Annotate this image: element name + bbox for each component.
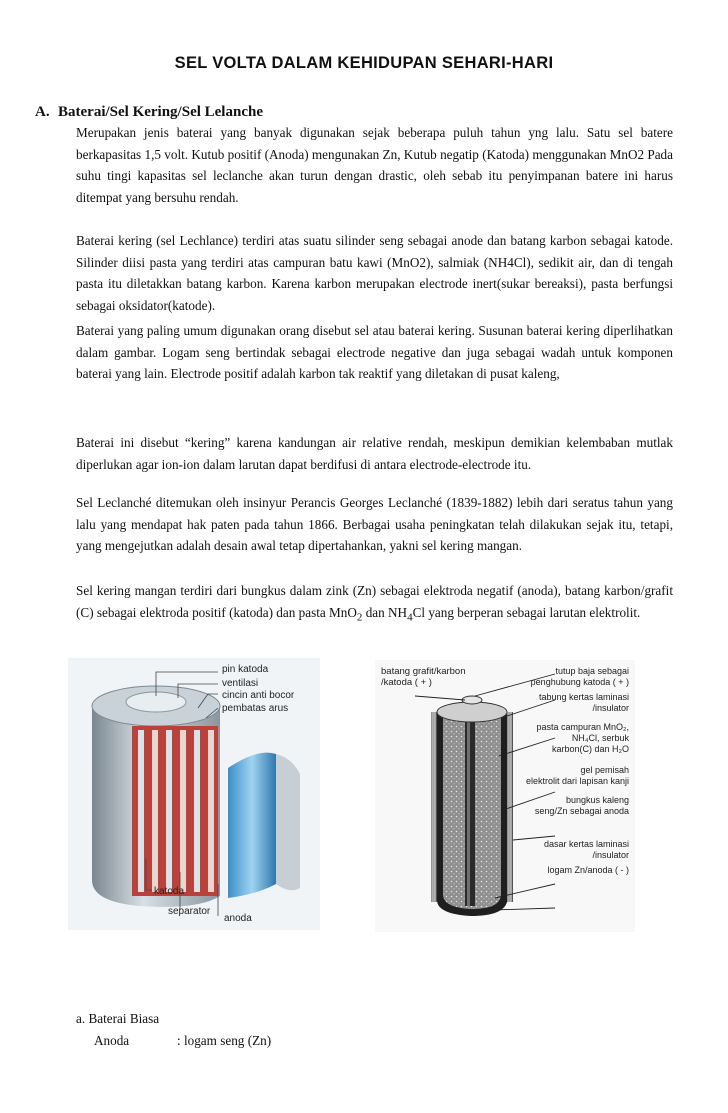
label-cincin-anti-bocor: cincin anti bocor	[222, 690, 295, 701]
paragraph-1: Merupakan jenis baterai yang banyak digunakan sejak beberapa puluh tahun yng lalu. Satu sel batere berkapasitas 1,5 volt. Kutub positif (Anoda) mengunakan Zn, Kutub negatip (Katoda) menggunakan MnO2 Pada suhu tingi kapasitas sel leclanche akan turun dengan drastic, oleh sebab itu penyimpanan batere ini harus ditempat yang bersuhu rendah.	[76, 125, 673, 205]
label-batang-grafit: batang grafit/karbon /katoda ( + )	[381, 666, 466, 688]
list-item-a	[76, 1011, 159, 1027]
label-anoda: anoda	[224, 913, 252, 924]
battery-cutaway-figure	[68, 658, 320, 930]
paragraph-2: Baterai kering (sel Lechlance) terdiri atas suatu silinder seng sebagai anode dan batang karbon sebagai katode. Silinder diisi pasta yang terdiri atas campuran batu kawi (MnO2), salmiak (NH4Cl), sedikit air, dan di tengah pasta itu diletakkan batang karbon. Karena karbon merupakan electrode inert(sukar bereaksi), pasta berfungsi sebagai oksidator(katode).	[76, 233, 673, 313]
label-katoda: katoda	[154, 886, 185, 897]
battery-crosssection-figure	[375, 660, 635, 932]
section-heading	[35, 104, 263, 121]
label-ventilasi: ventilasi	[222, 678, 259, 689]
anoda-value: : logam seng (Zn)	[177, 1033, 272, 1048]
label-pin-katoda: pin katoda	[222, 664, 269, 675]
paragraph-6: Sel kering mangan terdiri dari bungkus dalam zink (Zn) sebagai elektroda negatif (anoda), batang karbon/grafit (C) sebagai elektroda positif (katoda) dan pasta MnO$_2$ dan $NH_4Cl$ yang berperan sebagai larutan elektrolit.	[76, 583, 673, 624]
paragraph-4: Baterai ini disebut “kering” karena kandungan air relative rendah, meskipun demikian kelembaban mutlak diperlukan agar ion-ion dalam larutan dapat berdifusi di antara electrode-electrode itu.	[76, 435, 673, 472]
label-pembatas-arus: pembatas arus	[222, 703, 289, 714]
section-label: A.	[35, 104, 50, 120]
list-item-text: Baterai Biasa	[88, 1011, 160, 1026]
list-item-label: a.	[76, 1011, 86, 1026]
paragraph-3: Baterai yang paling umum digunakan orang disebut sel atau baterai kering. Susunan baterai kering diperlihatkan dalam gambar. Logam seng bertindak sebagai electrode negative dan juga sebagai wadah untuk komponen baterai yang lain. Electrode positif adalah karbon tak reaktif yang diletakan di pusat kaleng,	[76, 323, 673, 381]
labels-right-column: tutup baja sebagai penghubung katoda ( + ) tabung kertas laminasi /insulator pasta campuran MnO₂, NH₄Cl, serbuk karbon(C) dan H₂O gel pemisah elektrolit dari lapisan kanji bungkus kaleng seng/Zn sebagai anoda dasar kertas laminasi /insulator logam Zn/anoda ( - )	[525, 666, 629, 875]
section-title: Baterai/Sel Kering/Sel Lelanche	[58, 104, 263, 120]
paragraph-5: Sel Leclanché ditemukan oleh insinyur Perancis Georges Leclanché (1839-1882) lebih dari seratus tahun yang lalu yang mendapat hak paten pada tahun 1866. Berbagai usaha peningkatan telah dilakukan sejak itu, tetapi, yang mengejutkan adalah desain awal tetap dipertahankan, yakni sel kering mangan.	[76, 495, 673, 553]
anoda-row	[94, 1033, 271, 1049]
label-separator: separator	[168, 906, 211, 917]
page-title: SEL VOLTA DALAM KEHIDUPAN SEHARI-HARI	[174, 54, 554, 72]
anoda-key: Anoda	[94, 1033, 130, 1048]
